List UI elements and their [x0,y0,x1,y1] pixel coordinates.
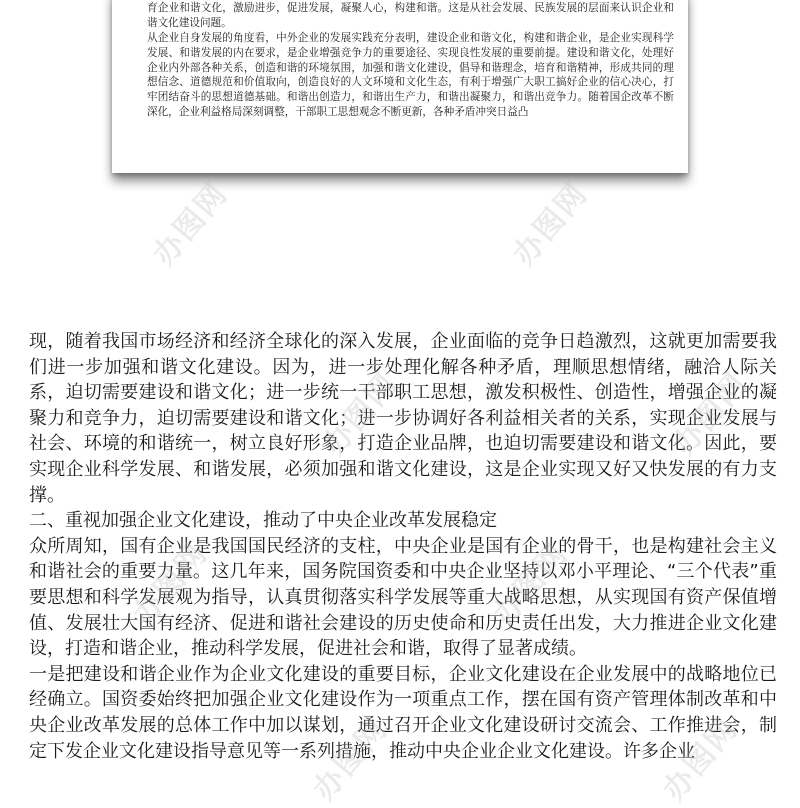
watermark: 办图网 [316,366,405,463]
watermark: 办图网 [506,176,595,273]
preview-paragraph: 从企业自身发展的角度看，中外企业的发展实践充分表明，建设企业和谐文化，构建和谐企业，是企业实现科学发展、和谐发展的内在要求，是企业增强竞争力的重要途径、实现良性发展的重要前提。建设和谐文化，处理好企业内外部各种关系，创造和谐的环境氛围，加强和谐文化建设，倡导和谐理念，培育和谐精神，形成共同的理想信念、道德规范和价值取向，创造良好的人文环境和文化生态，有利于增强广大职工搞好企业的信心决心，打牢团结奋斗的思想道德基础。和谐出创造力，和谐出生产力，和谐出凝聚力，和谐出竞争力。随着国企改革不断深化，企业利益格局深刻调整，干部职工思想观念不断更新，各种矛盾冲突日益凸 [147,31,674,119]
watermark: 办图网 [146,176,235,273]
body-paragraph: 一是把建设和谐企业作为企业文化建设的重要目标，企业文化建设在企业发展中的战略地位已经确立。国资委始终把加强企业文化建设作为一项重点工作，摆在国有资产管理体制改革和中央企业改革发展的总体工作中加以谋划，通过召开企业文化建设研讨交流会、工作推进会，制定下发企业文化建设指导意见等一系列措施，推动中央企业企业文化建设。许多企业 [29,663,777,762]
document-preview-card [112,0,688,173]
preview-paragraph: 育企业和谐文化，激励进步，促进发展，凝聚人心，构建和谐。这是从社会发展、民族发展的层面来认识企业和谐文化建设问题。 [147,1,674,29]
body-paragraph: 现，随着我国市场经济和经济全球化的深入发展，企业面临的竞争日趋激烈，这就更加需要我们进一步加强和谐文化建设。因为，进一步处理化解各种矛盾，理顺思想情绪，融洽人际关系，迫切需要建设和谐文化；进一步统一干部职工思想，激发积极性、创造性，增强企业的凝聚力和竞争力，迫切需要建设和谐文化；进一步协调好各利益相关者的关系，实现企业发展与社会、环境的和谐统一，树立良好形象，打造企业品牌，也迫切需要建设和谐文化。因此，要实现企业科学发展、和谐发展，必须加强和谐文化建设，这是企业实现又好又快发展的有力支撑。 [29,331,777,506]
watermark: 办图网 [656,711,745,808]
body-paragraph: 众所周知，国有企业是我国国民经济的支柱，中央企业是国有企业的骨干，也是构建社会主义和谐社会的重要力量。这几年来，国务院国资委和中央企业坚持以邓小平理论、“三个代表”重要思想和科学发展观为指导，认真贯彻落实科学发展等重大战略思想，从实现国有资产保值增值、发展壮大国有经济、促进和谐社会建设的历史使命和历史责任出发，大力推进企业文化建设，打造和谐企业，推动科学发展，促进社会和谐，取得了显著成绩。 [29,535,777,660]
watermark: 办图网 [666,366,755,463]
watermark: 办图网 [486,536,575,633]
watermark: 办图网 [126,536,215,633]
preview-text [147,0,674,120]
document-body [29,329,777,764]
watermark: 办图网 [306,711,395,808]
section-heading: 二、重视加强企业文化建设，推动了中央企业改革发展稳定 [29,510,497,532]
